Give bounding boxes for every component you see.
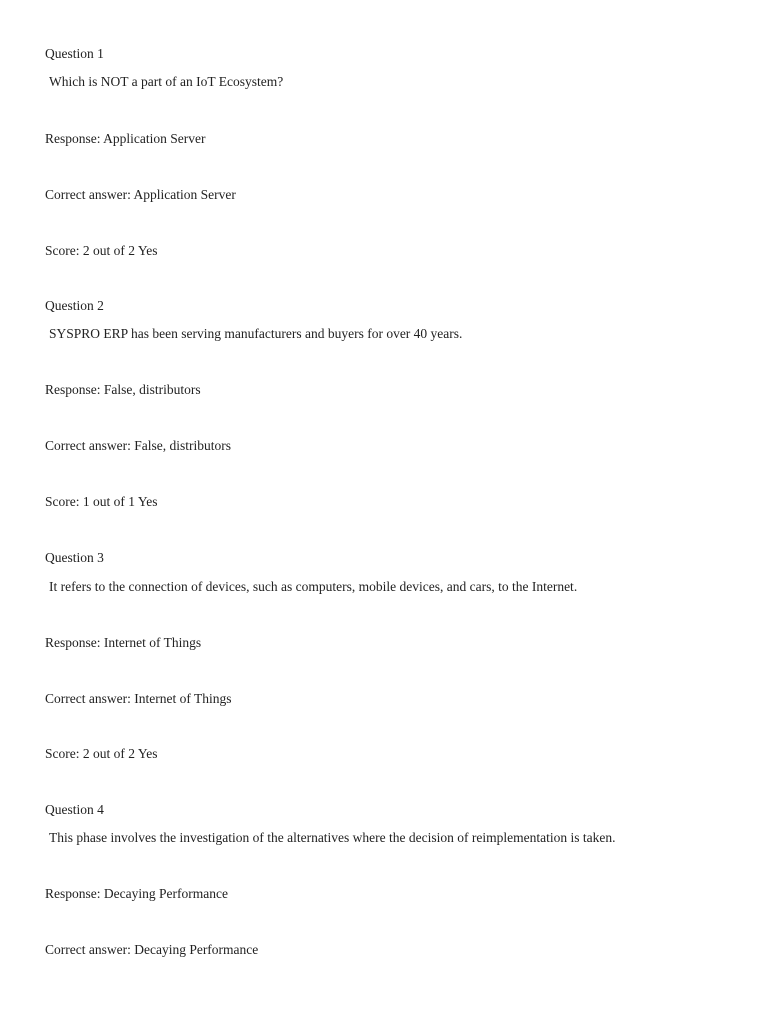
question-1-correct-answer: Correct answer: Application Server (45, 187, 236, 202)
question-1-response: Response: Application Server (45, 131, 206, 146)
question-4-text: This phase involves the investigation of the alternatives where the decision of reimplementation is taken. (49, 830, 616, 845)
question-4-correct-answer: Correct answer: Decaying Performance (45, 942, 259, 957)
question-1-text: Which is NOT a part of an IoT Ecosystem? (49, 74, 284, 89)
question-2-heading: Question 2 (45, 298, 104, 313)
question-3-response: Response: Internet of Things (45, 635, 202, 650)
question-2-score: Score: 1 out of 1 Yes (45, 494, 158, 509)
question-3-heading: Question 3 (45, 550, 104, 565)
question-1-heading: Question 1 (45, 46, 104, 61)
question-2-text: SYSPRO ERP has been serving manufacturers and buyers for over 40 years. (49, 326, 463, 341)
question-3-correct-answer: Correct answer: Internet of Things (45, 691, 232, 706)
question-2-correct-answer: Correct answer: False, distributors (45, 438, 231, 453)
question-1-score: Score: 2 out of 2 Yes (45, 243, 158, 258)
question-3-score: Score: 2 out of 2 Yes (45, 746, 158, 761)
question-4-heading: Question 4 (45, 802, 104, 817)
question-3-text: It refers to the connection of devices, such as computers, mobile devices, and cars, to the Internet. (49, 579, 578, 594)
question-4-response: Response: Decaying Performance (45, 886, 228, 901)
question-2-response: Response: False, distributors (45, 382, 201, 397)
